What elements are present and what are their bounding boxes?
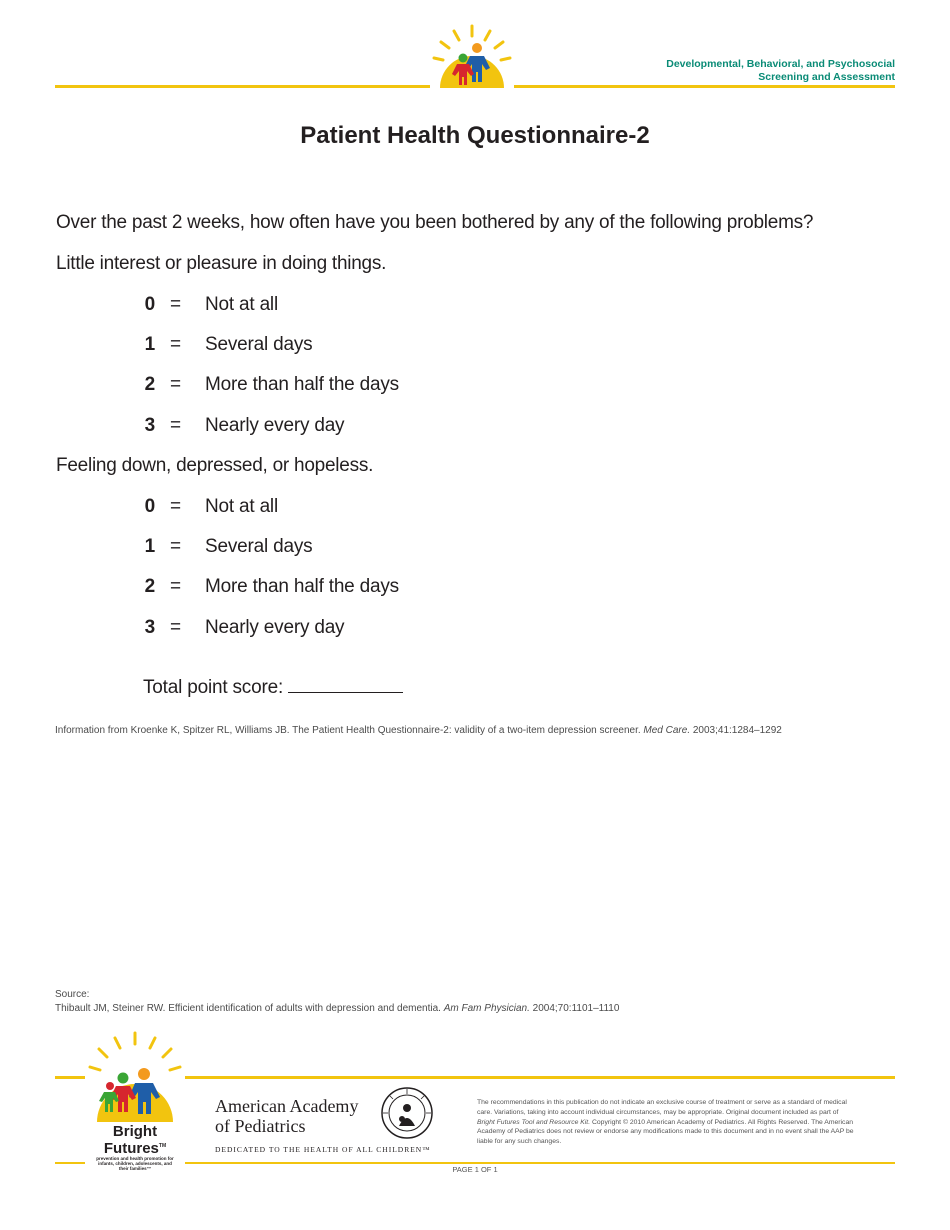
aap-seal-icon [380, 1086, 434, 1140]
source-details: 2004;70:1101–1110 [532, 1003, 620, 1014]
option-label: Several days [205, 334, 313, 355]
option-equals: = [170, 496, 181, 517]
page-number: PAGE 1 OF 1 [452, 1165, 498, 1174]
information-details: 2003;41:1284–1292 [692, 725, 782, 736]
total-score-row [143, 676, 403, 699]
aap-name-line2: of Pediatrics [215, 1116, 306, 1136]
option-label: More than half the days [205, 576, 399, 597]
option-label: Nearly every day [205, 617, 345, 638]
option-score: 1 [144, 334, 155, 355]
trademark-mark: TM [158, 1143, 167, 1149]
disclaimer-part2: Copyright © 2010 American Academy of Pediatrics. All Rights Reserved. The American Academy of Pediatrics does not review or endorse any modifications made to this document and in no event shall the AAP be liable for any such changes. [477, 1118, 854, 1146]
option-equals: = [170, 576, 181, 597]
option-label: Several days [205, 536, 313, 557]
option-equals: = [170, 536, 181, 557]
bright-futures-word1: Bright [112, 1123, 158, 1140]
intro-question: Over the past 2 weeks, how often have you been bothered by any of the following problems? [56, 212, 814, 233]
bright-futures-word2-row [85, 1139, 185, 1156]
disclaimer-part1: The recommendations in this publication do not indicate an exclusive course of treatment or serve as a standard of medical care. Variations, taking into account individual circumstances, may be appropriate. Original document included as part of [477, 1099, 847, 1116]
option-score: 1 [144, 536, 155, 557]
bright-futures-logo [85, 1030, 185, 1180]
option-label: More than half the days [205, 374, 399, 395]
source-journal: Am Fam Physician. [443, 1003, 530, 1014]
source-citation [55, 1002, 619, 1015]
option-equals: = [170, 617, 181, 638]
aap-name-line1: American Academy [215, 1096, 359, 1116]
aap-name [215, 1096, 358, 1136]
question-2-text: Feeling down, depressed, or hopeless. [56, 455, 374, 476]
option-equals: = [170, 294, 181, 315]
bright-futures-word2: Futures [103, 1140, 159, 1157]
information-citation [55, 724, 782, 737]
option-equals: = [170, 334, 181, 355]
disclaimer [477, 1098, 857, 1147]
total-score-label: Total point score: [143, 677, 284, 698]
information-text: Information from Kroenke K, Spitzer RL, Williams JB. The Patient Health Questionnaire-2: validity of a two-item depression screener. [55, 725, 641, 736]
option-label: Not at all [205, 294, 278, 315]
option-score: 3 [144, 415, 155, 436]
total-score-field[interactable] [288, 676, 403, 693]
option-label: Nearly every day [205, 415, 345, 436]
option-score: 2 [144, 374, 155, 395]
page-title: Patient Health Questionnaire-2 [300, 122, 650, 149]
header-category-line1: Developmental, Behavioral, and Psychosocial [666, 58, 895, 70]
option-score: 0 [144, 294, 155, 315]
disclaimer-kit-title: Bright Futures Tool and Resource Kit. [477, 1118, 591, 1126]
bright-futures-tagline: prevention and health promotion for infants, children, adolescents, and their families™ [96, 1156, 174, 1171]
bright-futures-header-logo [430, 22, 514, 92]
information-journal: Med Care. [643, 725, 691, 736]
option-equals: = [170, 415, 181, 436]
aap-motto: DEDICATED TO THE HEALTH OF ALL CHILDREN™ [215, 1145, 431, 1154]
question-1-text: Little interest or pleasure in doing things. [56, 253, 387, 274]
source-label: Source: [55, 989, 90, 1000]
option-score: 0 [144, 496, 155, 517]
source-text: Thibault JM, Steiner RW. Efficient identification of adults with depression and dementia. [55, 1003, 441, 1014]
option-score: 2 [144, 576, 155, 597]
header-category-line2: Screening and Assessment [758, 71, 895, 83]
option-score: 3 [144, 617, 155, 638]
option-label: Not at all [205, 496, 278, 517]
option-equals: = [170, 374, 181, 395]
